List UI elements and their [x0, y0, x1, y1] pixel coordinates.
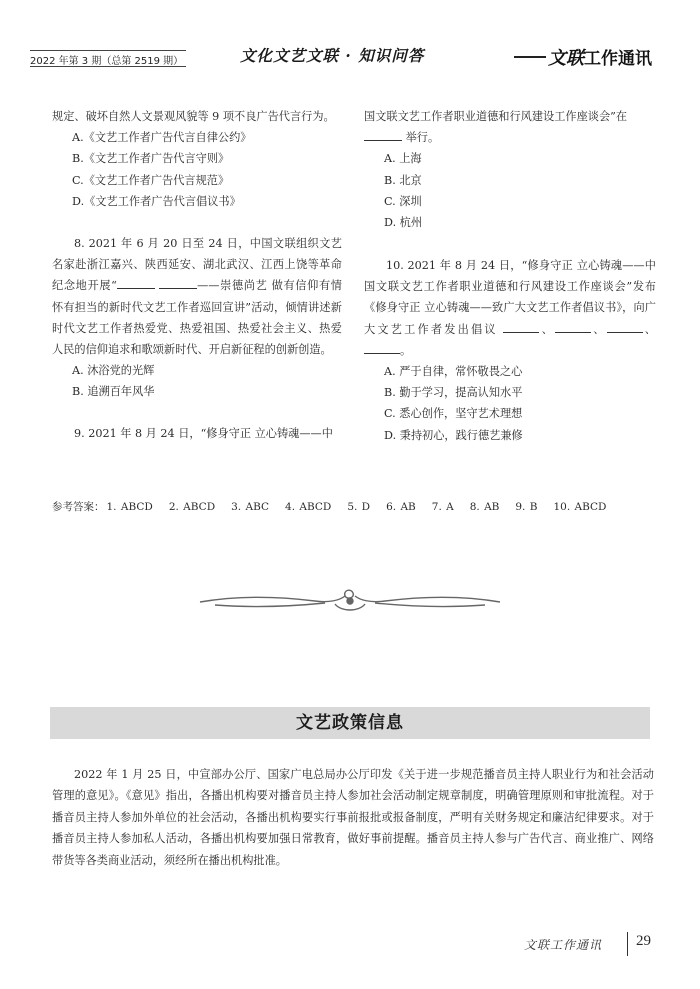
q10-text-part1: 10. 2021 年 8 月 24 日，“修身守正 立心铸魂——中国文联文艺工作者职业道德和行风建设工作座谈会”发布《修身守正 立心铸魂——致广大文艺工作者倡议书》，向广大文艺工作者发出倡议 [364, 259, 656, 336]
policy-paragraph: 2022 年 1 月 25 日，中宣部办公厅、国家广电总局办公厅印发《关于进一步规范播音员主持人职业行为和社会活动管理的意见》。《意见》指出，各播出机构要对播音员主持人参加社会活动制定规章制度，明确管理原则和审批流程。对于播音员主持人参加外单位的社会活动，各播出机构要实行事前报批或报备制度，严明有关财务规定和廉洁纪律要求。对于播音员主持人参加私人活动，各播出机构要加强日常教育，做好事前提醒。播音员主持人参与广告代言、商业推广、网络带货等各类商业活动，须经所在播出机构批准。 [52, 768, 654, 867]
answer-item: 4. ABCD [285, 501, 332, 513]
q8-text-part2: ——崇德尚艺 做有信仰有情怀有担当的新时代文艺工作者巡回宣讲”活动，倾情讲述新时代文艺工作者热爱党、热爱祖国、热爱社会主义、热爱人民的信仰追求和歌颂新时代、开启新征程的创新创造。 [52, 279, 342, 357]
q9-text-cont: 国文联文艺工作者职业道德和行风建设工作座谈会”在 [364, 110, 628, 123]
q7-option-a: A.《文艺工作者广告代言自律公约》 [72, 131, 252, 145]
answer-item: 1. ABCD [106, 501, 153, 513]
q9-option-a: A. 上海 [384, 152, 422, 166]
q10-blank-1 [503, 320, 539, 333]
q9-tail-text: 举行。 [405, 131, 440, 145]
answer-key [52, 499, 622, 514]
answer-item: 3. ABC [231, 501, 270, 513]
q9-blank [364, 128, 402, 141]
q7-option-d: D.《文艺工作者广告代言倡议书》 [72, 194, 241, 208]
brand-text: 工作通讯 [584, 49, 652, 69]
answer-item: 2. ABCD [168, 501, 216, 513]
question-8 [52, 233, 342, 403]
q10-option-d: D. 秉持初心，践行德艺兼修 [384, 428, 523, 442]
q10-blank-3 [607, 320, 643, 333]
header-center-title: 文化文艺文联 · 知识问答 [240, 46, 425, 65]
q8-blank-2 [159, 276, 197, 289]
q8-option-a: A. 沐浴党的光辉 [72, 364, 155, 378]
q10-sep-3: 、 [642, 322, 656, 336]
answer-item: 7. A [431, 501, 454, 513]
q10-option-a: A. 严于自律，常怀敬畏之心 [384, 365, 523, 379]
q8-blank-1 [117, 276, 155, 289]
page-number: 29 [636, 933, 651, 949]
footer-divider [627, 932, 628, 956]
left-column [52, 106, 342, 212]
q9-text-start: 9. 2021 年 8 月 24 日，“修身守正 立心铸魂——中 [74, 427, 333, 440]
answer-item: 5. D [347, 501, 371, 513]
q10-blank-4 [364, 341, 400, 354]
header-rule-top [30, 50, 186, 51]
q7-option-c: C.《文艺工作者广告代言规范》 [72, 173, 230, 187]
header-brand [548, 44, 652, 70]
q9-text-tail [364, 127, 656, 148]
footer-label: 文联工作通讯 [524, 938, 603, 952]
question-10 [364, 255, 656, 446]
header-dash [514, 56, 546, 58]
q8-option-b: B. 追溯百年风华 [72, 385, 155, 399]
answer-item: 6. AB [386, 501, 416, 513]
q7-option-b: B.《文艺工作者广告代言守则》 [72, 152, 230, 166]
ornament-divider [195, 586, 505, 616]
q7-continuation: 规定、破坏自然人文景观风貌等 9 项不良广告代言行为。 [52, 110, 335, 123]
header-rule-bottom [30, 66, 186, 67]
q9-option-d: D. 杭州 [384, 216, 423, 230]
q9-option-b: B. 北京 [384, 173, 422, 187]
q10-option-c: C. 悉心创作，坚守艺术理想 [384, 407, 523, 421]
q10-text [364, 255, 656, 361]
question-9-start [52, 423, 342, 444]
q10-sep-1: 、 [539, 322, 556, 336]
brand-mark: 文联 [548, 48, 584, 69]
issue-number: 2022 年第 3 期（总第 2519 期） [30, 56, 184, 67]
answer-label: 参考答案： [52, 501, 105, 513]
q10-end: 。 [400, 343, 412, 357]
answer-item: 8. AB [469, 501, 500, 513]
q10-option-b: B. 勤于学习，提高认知水平 [384, 386, 523, 400]
q9-option-c: C. 深圳 [384, 194, 422, 208]
right-column [364, 106, 656, 233]
q8-text [52, 233, 342, 360]
q8-text-part1: 8. 2021 年 6 月 20 日至 24 日，中国文联组织文艺名家赴浙江嘉兴、陕西延安、湖北武汉、江西上饶等革命纪念地开展“ [52, 237, 342, 293]
q10-sep-2: 、 [591, 322, 607, 336]
q10-blank-2 [555, 320, 591, 333]
section-title-banner: 文艺政策信息 [50, 707, 650, 739]
answer-item: 9. B [515, 501, 538, 513]
answer-item: 10. ABCD [553, 501, 607, 513]
